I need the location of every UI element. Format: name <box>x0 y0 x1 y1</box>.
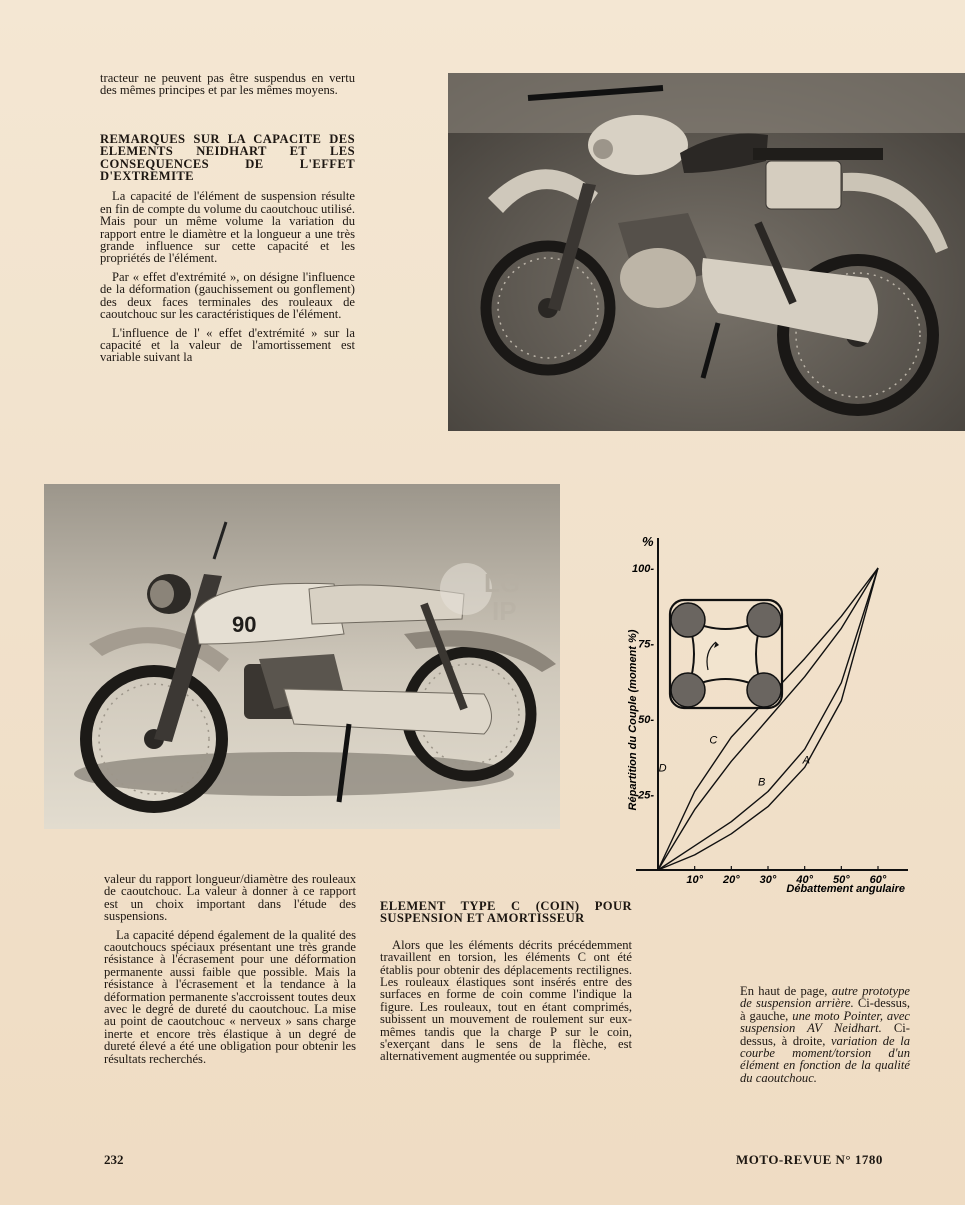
rubber-roller-2 <box>747 603 781 637</box>
caption-part-3: Ci-dessus, à droite, <box>740 1021 910 1048</box>
rubber-roller-3 <box>671 673 705 707</box>
caption-part-1: En haut de page, <box>740 984 828 998</box>
photo-prototype-motorcycle <box>448 73 965 431</box>
section-heading-capacite: REMARQUES SUR LA CAPACITE DES ELEMENTS NEIDHART ET LES CONSEQUENCES DE L'EFFET D'EXTREMITE <box>100 131 355 184</box>
x-tick-label: 50° <box>833 874 850 886</box>
element-diagram <box>670 600 782 708</box>
y-unit-label: % <box>642 534 654 549</box>
intro-paragraph: tracteur ne peuvent pas être suspendus en vertu des mêmes principes et par les mêmes moyens. <box>100 71 355 98</box>
paragraph-influence: L'influence de l' « effet d'extrémité » sur la capacité et la valeur de l'amortissement est variable suivant la <box>100 325 355 365</box>
prototype-motorcycle-image <box>448 73 965 431</box>
x-tick-label: 60° <box>869 874 887 886</box>
rubber-roller-4 <box>747 673 781 707</box>
y-tick-label: 100- <box>631 563 654 575</box>
paragraph-effet-extremite: Par « effet d'extrémité », on désigne l'influence de la déformation (gauchissement ou gonflement) des deux faces terminales des rouleaux de caoutchouc sur les caractéristiques de l'élément. <box>100 269 355 322</box>
paragraph-element-c: Alors que les éléments décrits précédemment travaillent en torsion, les éléments C ont été établis pour obtenir des déplacements rectilignes. Les rouleaux élastiques sont insérés entre des surfaces en forme de coin comme l'indique la figure. Les rouleaux, tout en étant comprimés, subissent un mouvement de roulement sur eux-mêmes tandis que la charge P sur le coin, s'exerçant dans le sens de la flèche, est alternativement augmentée ou supprimée. <box>380 937 632 1064</box>
pointer-motorcycle-image <box>44 484 560 829</box>
series-label-b: B <box>758 776 766 789</box>
page-number: 232 <box>104 1152 124 1167</box>
y-tick-label: 25- <box>638 789 654 802</box>
x-tick-label: 30° <box>759 874 777 886</box>
bottom-middle-column <box>380 900 632 1069</box>
x-tick-label: 40° <box>796 874 813 886</box>
photo-pointer-motorcycle <box>44 484 560 829</box>
paragraph-qualite-caoutchouc: La capacité dépend également de la qualité des caoutchoucs spéciaux présentant une très grande résistance à l'écrasement pour une déformation permanente aussi faible que possible. Mais la résistance à l'écrasement et la tendance à la déformation permanente s'accroissent toutes deux avec le degré de dureté du caoutchouc. La mise au point de caoutchouc « nerveux » sans charge inerte et encore très élastique à un degré de dureté élevé a été une obligation pour obtenir les résultats recherchés. <box>104 927 356 1066</box>
watermark-ip: IP <box>492 596 517 626</box>
paragraph-rapport: valeur du rapport longueur/diamètre des rouleaux de caoutchouc. La valeur à donner à ce rapport est un choix important dans l'étude des suspensions. <box>104 872 356 924</box>
caption-part-2: Ci-dessus, à gauche, <box>740 996 910 1023</box>
moment-torsion-chart <box>600 520 930 905</box>
y-tick-label: 75- <box>638 638 654 651</box>
paragraph-capacite: La capacité de l'élément de suspension résulte en fin de compte du volume du caoutchouc utilisé. Mais pour un même volume la variation du rapport entre le diamètre et la longueur a une très grande influence sur cette capacité et les propriétés de l'élément. <box>100 189 355 266</box>
rubber-roller-1 <box>671 603 705 637</box>
x-tick-label: 10° <box>686 874 703 886</box>
magazine-issue: MOTO-REVUE N° 1780 <box>736 1152 883 1167</box>
series-label-d: D <box>658 762 667 775</box>
figure-caption <box>740 985 910 1084</box>
section-heading-element-c: ELEMENT TYPE C (COIN) POUR SUSPENSION ET AMORTISSEUR <box>380 899 632 926</box>
y-tick-label: 50- <box>638 714 654 726</box>
x-tick-label: 20° <box>723 874 740 886</box>
tank-number: 90 <box>232 612 257 637</box>
caption-part-1-italic: autre prototype de suspension arrière. <box>740 984 910 1011</box>
caption-part-3-italic: variation de la courbe moment/torsion d'un élément en fonction de la qualité du caoutchouc. <box>740 1033 911 1085</box>
series-label-c: C <box>709 734 718 747</box>
x-axis-title: Débattement angulaire <box>786 883 905 895</box>
series-label-a: A <box>802 754 811 767</box>
watermark-lg: LG <box>484 568 521 598</box>
bottom-left-column <box>104 873 356 1071</box>
top-text-column <box>100 72 355 370</box>
y-axis-title: Répartition du Couple (moment %) <box>627 629 639 811</box>
caption-part-2-italic: une moto Pointer, avec suspension AV Neidhart. <box>740 1008 910 1036</box>
